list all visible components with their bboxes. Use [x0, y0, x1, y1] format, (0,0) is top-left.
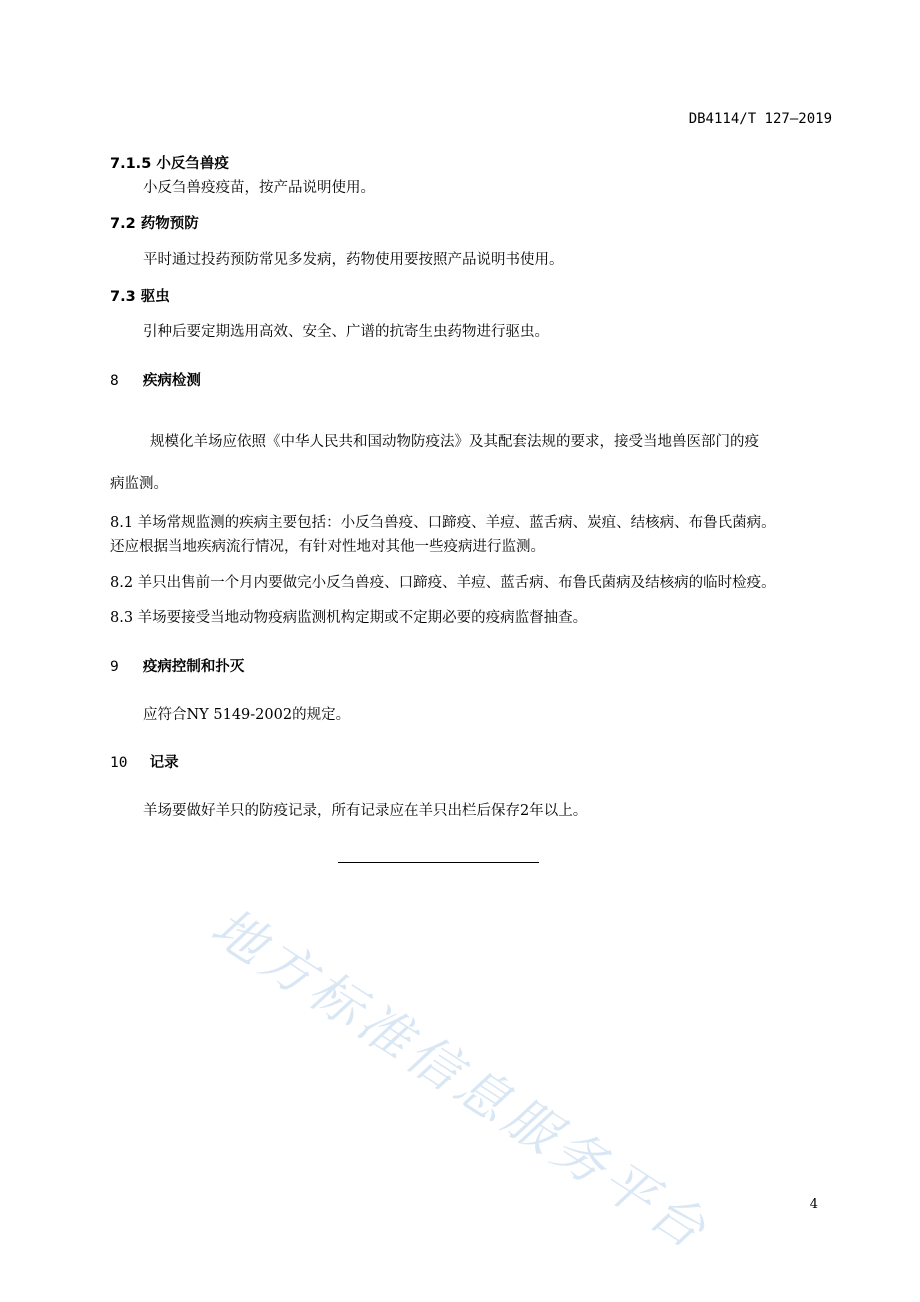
section-8-1-line1: 8.1 羊场常规监测的疾病主要包括：小反刍兽疫、口蹄疫、羊痘、蓝舌病、炭疽、结核病、布鲁氏菌病。: [110, 515, 776, 531]
section-8-number: 8: [110, 373, 119, 389]
end-rule: [338, 862, 539, 863]
section-10-heading: [110, 751, 179, 772]
section-9-title: 疫病控制和扑灭: [142, 659, 245, 675]
section-8-intro-line1: 规模化羊场应依照《中华人民共和国动物防疫法》及其配套法规的要求，接受当地兽医部门的疫: [150, 434, 759, 450]
section-7-2-text: 平时通过投药预防常见多发病，药物使用要按照产品说明书使用。: [143, 252, 564, 268]
section-7-2-heading: 7.2 药物预防: [110, 216, 199, 232]
section-8-3-text: 8.3 羊场要接受当地动物疫病监测机构定期或不定期必要的疫病监督抽查。: [110, 610, 588, 626]
section-7-1-5-text: 小反刍兽疫疫苗，按产品说明使用。: [143, 180, 375, 196]
section-8-2-text: 8.2 羊只出售前一个月内要做完小反刍兽疫、口蹄疫、羊痘、蓝舌病、布鲁氏菌病及结核病的临时检疫。: [110, 575, 776, 591]
section-10-text: 羊场要做好羊只的防疫记录，所有记录应在羊只出栏后保存2年以上。: [143, 803, 588, 819]
section-9-heading: [110, 655, 244, 676]
section-8-title: 疾病检测: [142, 373, 201, 389]
section-10-title: 记录: [149, 755, 179, 771]
section-9-text: 应符合NY 5149-2002的规定。: [143, 707, 351, 723]
section-7-3-heading: 7.3 驱虫: [110, 289, 170, 305]
watermark: 地方标准信息服务平台: [200, 896, 720, 1264]
section-8-intro-line2: 病监测。: [110, 476, 168, 492]
section-10-number: 10: [110, 755, 128, 771]
section-8-1-line2: 还应根据当地疾病流行情况，有针对性地对其他一些疫病进行监测。: [110, 539, 545, 555]
section-7-1-5-heading: 7.1.5 小反刍兽疫: [110, 156, 229, 172]
document-code: DB4114/T 127—2019: [688, 111, 832, 127]
section-8-heading: [110, 369, 201, 390]
section-9-number: 9: [110, 659, 119, 675]
page-number: 4: [809, 1197, 818, 1212]
section-7-3-text: 引种后要定期选用高效、安全、广谱的抗寄生虫药物进行驱虫。: [143, 324, 549, 340]
